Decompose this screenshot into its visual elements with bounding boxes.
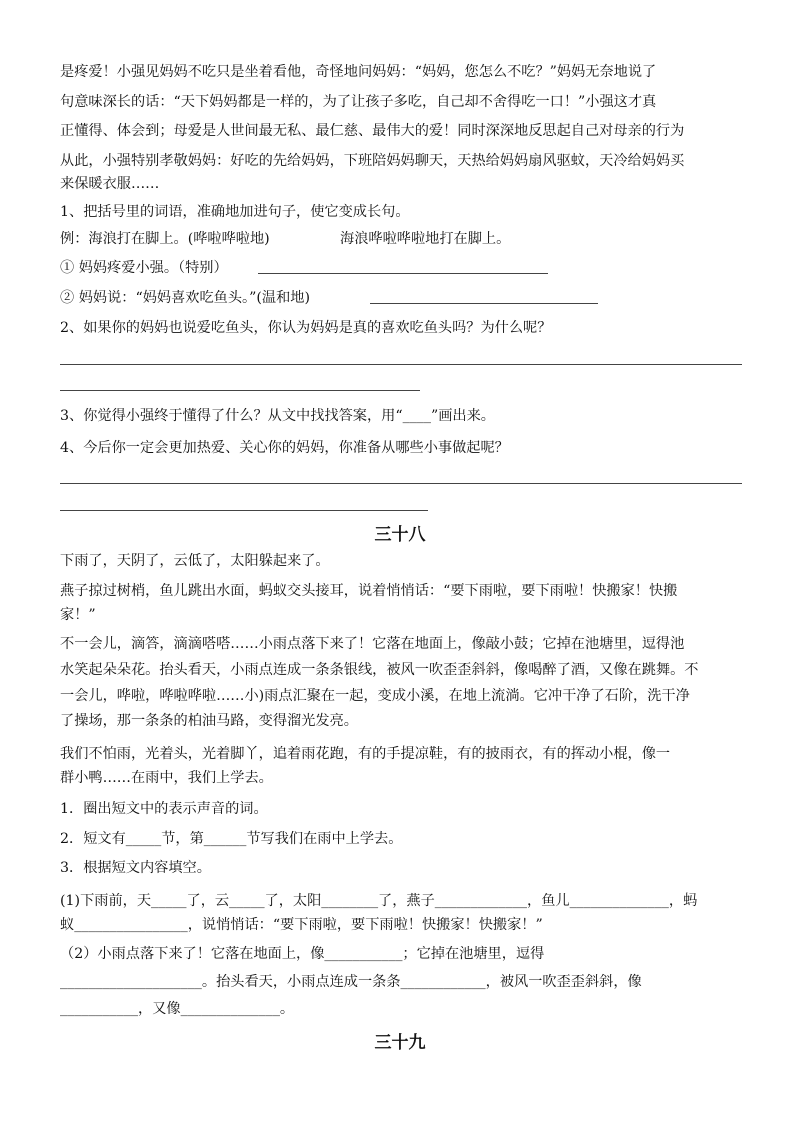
fill-in-line[interactable]: ___________，又像______________。 bbox=[60, 1001, 295, 1017]
passage-line: 不一会儿，滴答，滴滴嗒嗒……小雨点落下来了！它落在地面上，像敲小鼓；它掉在池塘里，逗得池 bbox=[60, 636, 685, 652]
item-1: ① 妈妈疼爱小强。（特别） bbox=[60, 260, 228, 276]
passage-line: 水笑起朵朵花。抬头看天，小雨点连成一条条银线，被风一吹歪歪斜斜，像喝醉了酒，又像在跳舞。不 bbox=[60, 662, 699, 678]
question-2: 2、如果你的妈妈也说爱吃鱼头，你认为妈妈是真的喜欢吃鱼头吗？为什么呢？ bbox=[60, 320, 552, 336]
fill-in-line[interactable]: (1)下雨前，天_____了，云_____了，太阳________了，燕子_____________，鱼儿______________，蚂 bbox=[60, 893, 698, 909]
passage-line: 群小鸭……在雨中，我们上学去。 bbox=[60, 770, 273, 786]
answer-line[interactable] bbox=[258, 273, 548, 274]
passage-line: 是疼爱！小强见妈妈不吃只是坐着看他，奇怪地问妈妈：“妈妈，您怎么不吃？”妈妈无奈地说了 bbox=[60, 64, 657, 80]
fill-in-line[interactable]: （2）小雨点落下来了！它落在地面上，像___________；它掉在池塘里，逗得 bbox=[60, 946, 545, 962]
example-sentence: 例：海浪打在脚上。(哗啦哗啦地) bbox=[60, 231, 270, 247]
passage-line: 一会儿，哗啦，哗啦哗啦……小)雨点汇聚在一起，变成小溪，在地上流淌。它冲干净了石阶，洗干净 bbox=[60, 688, 690, 704]
question-3: 3．根据短文内容填空。 bbox=[60, 860, 211, 876]
fill-in-line[interactable]: 蚁________________，说悄悄话：“要下雨啦，要下雨啦！快搬家！快搬家！” bbox=[60, 917, 543, 933]
example-answer: 海浪哗啦哗啦地打在脚上。 bbox=[340, 231, 511, 247]
passage-line: 来保暖衣服…… bbox=[60, 176, 160, 192]
item-2: ② 妈妈说：“妈妈喜欢吃鱼头。”(温和地) bbox=[60, 290, 310, 306]
fill-in-line[interactable]: ____________________。抬头看天，小雨点连成一条条____________，被风一吹歪歪斜斜，像 bbox=[60, 974, 642, 990]
passage-line: 正懂得、体会到；母爱是人世间最无私、最仁慈、最伟大的爱！同时深深地反思起自己对母亲的行为 bbox=[60, 123, 685, 139]
answer-line[interactable] bbox=[60, 364, 742, 365]
question-4: 4、今后你一定会更加热爱、关心你的妈妈，你准备从哪些小事做起呢？ bbox=[60, 440, 509, 456]
section-title-39: 三十九 bbox=[374, 1033, 426, 1053]
passage-line: 我们不怕雨，光着头，光着脚丫，追着雨花跑，有的手提凉鞋，有的披雨衣，有的挥动小棍，像一 bbox=[60, 746, 671, 762]
section-title-38: 三十八 bbox=[374, 525, 426, 545]
passage-line: 家！” bbox=[60, 607, 96, 623]
answer-line[interactable] bbox=[60, 390, 420, 391]
answer-line[interactable] bbox=[60, 483, 742, 484]
question-2[interactable]: 2．短文有_____节，第______节写我们在雨中上学去。 bbox=[60, 831, 403, 847]
question-1: 1、把括号里的词语，准确地加进句子，使它变成长句。 bbox=[60, 204, 410, 220]
passage-line: 了操场，那一条条的柏油马路，变得溜光发亮。 bbox=[60, 713, 358, 729]
question-3: 3、你觉得小强终于懂得了什么？从文中找找答案，用“____”画出来。 bbox=[60, 408, 495, 424]
passage-line: 下雨了，天阴了，云低了，太阳躲起来了。 bbox=[60, 553, 330, 569]
answer-line[interactable] bbox=[370, 303, 598, 304]
question-1: 1．圈出短文中的表示声音的词。 bbox=[60, 801, 268, 817]
passage-line: 句意味深长的话：“天下妈妈都是一样的，为了让孩子多吃，自己却不舍得吃一口！”小强这才真 bbox=[60, 94, 657, 110]
passage-line: 从此，小强特别孝敬妈妈：好吃的先给妈妈，下班陪妈妈聊天，天热给妈妈扇风驱蚊，天冷给妈妈买 bbox=[60, 153, 685, 169]
answer-line[interactable] bbox=[60, 510, 428, 511]
passage-line: 燕子掠过树梢，鱼儿跳出水面，蚂蚁交头接耳，说着悄悄话：“要下雨啦，要下雨啦！快搬家！快搬 bbox=[60, 583, 678, 599]
